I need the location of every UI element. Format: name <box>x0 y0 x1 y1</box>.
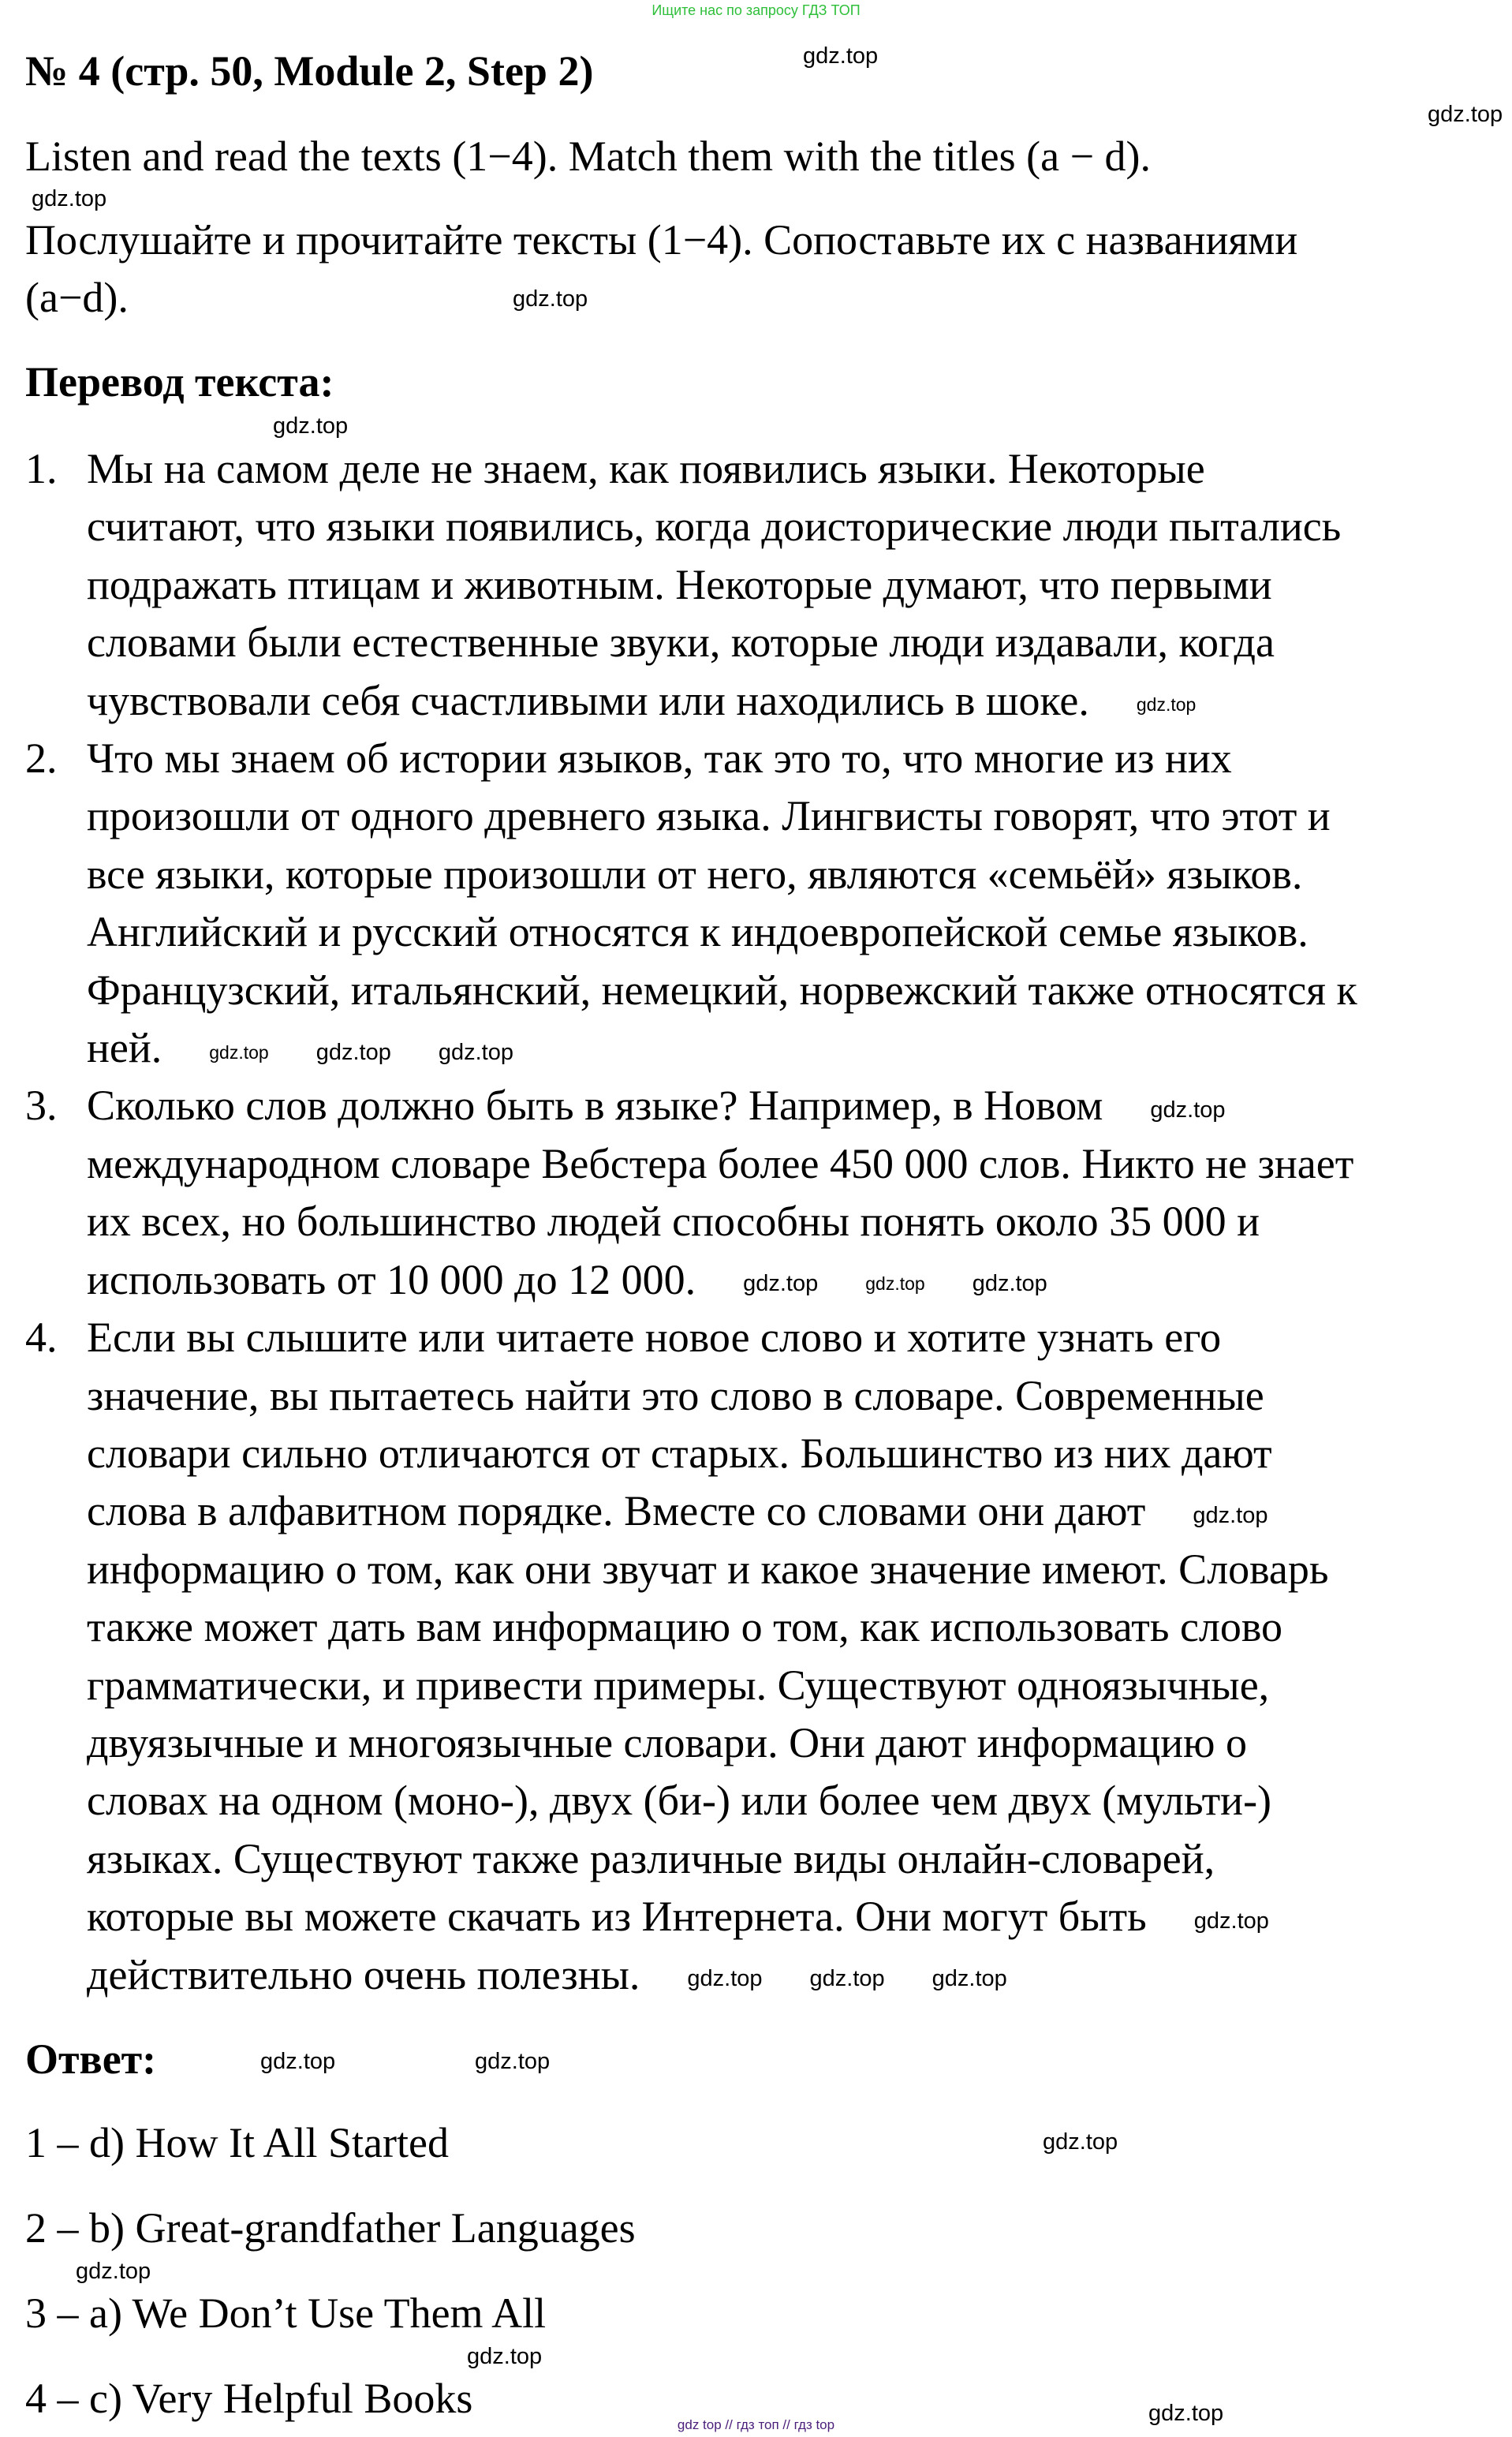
list-item-line-wrapper <box>87 1251 1357 1309</box>
list-item-line-wrapper <box>87 846 1357 903</box>
list-item-line-wrapper <box>87 498 1357 555</box>
list-item-line: Сколько слов должно быть в языке? Например, в Новом <box>87 1082 1103 1130</box>
list-item-line-wrapper <box>87 730 1357 787</box>
list-item-line: Мы на самом деле не знаем, как появились языки. Некоторые <box>87 445 1205 492</box>
watermark: gdz.top <box>803 43 879 69</box>
translation-list <box>25 440 1357 2004</box>
watermark: gdz.top <box>687 1966 763 1992</box>
list-item-line-wrapper <box>87 962 1357 1019</box>
list-item-line: их всех, но большинство людей способны понять около 35 000 и <box>87 1198 1260 1246</box>
instruction-ru-line: (a−d). <box>25 274 129 321</box>
watermark: gdz.top <box>76 2259 151 2284</box>
list-item-line: Что мы знаем об истории языков, так это то, что многие из них <box>87 734 1232 783</box>
answer-item: 4 – c) Very Helpful Books <box>25 2375 473 2422</box>
watermark: gdz.top <box>1193 1908 1269 1934</box>
watermark: gdz.top <box>743 1271 819 1297</box>
list-item-line: двуязычные и многоязычные словари. Они дают информацию о <box>87 1718 1247 1766</box>
instruction-ru <box>25 211 1297 327</box>
list-item-line-wrapper <box>87 1772 1357 1830</box>
list-item-line: Если вы слышите или читаете новое слово и хотите узнать его <box>87 1314 1222 1362</box>
list-item <box>25 1077 1357 1309</box>
watermark: gdz.top <box>1193 1502 1268 1528</box>
watermark: gdz.top <box>865 1273 925 1295</box>
list-item-line: Английский и русский относятся к индоевропейской семье языков. <box>87 908 1309 956</box>
watermark: gdz.top <box>1043 2129 1118 2155</box>
watermark: gdz.top <box>513 286 588 312</box>
list-item-line: которые вы можете скачать из Интернета. Они могут быть <box>87 1893 1147 1941</box>
list-item-line: использовать от 10 000 до 12 000. <box>87 1255 696 1303</box>
list-item-line: также может дать вам информацию о том, как использовать слово <box>87 1603 1283 1651</box>
list-item-number: 2. <box>25 734 58 783</box>
list-item <box>25 1309 1357 2004</box>
list-item-number: 4. <box>25 1314 58 1362</box>
watermark: gdz.top <box>1148 2401 1224 2426</box>
watermark: gdz.top <box>209 1041 269 1063</box>
list-item-line: грамматически, и привести примеры. Существуют одноязычные, <box>87 1661 1270 1709</box>
list-item-line-wrapper <box>87 1135 1357 1193</box>
page-title: № 4 (стр. 50, Module 2, Step 2) <box>25 47 594 95</box>
list-item-line-wrapper <box>87 440 1357 498</box>
list-item-line-wrapper <box>87 1309 1357 1366</box>
list-item-line-wrapper <box>87 787 1357 845</box>
list-item-line: действительно очень полезны. <box>87 1950 640 1998</box>
list-item <box>25 730 1357 1077</box>
list-item-line-wrapper <box>87 1714 1357 1772</box>
list-item-line: Французский, итальянский, немецкий, норвежский также относятся к <box>87 966 1357 1014</box>
watermark: gdz.top <box>1136 694 1197 716</box>
translation-heading: Перевод текста: <box>25 358 334 406</box>
list-item-line: значение, вы пытаетесь найти это слово в словаре. Современные <box>87 1371 1264 1419</box>
list-item-line: подражать птицам и животным. Некоторые думают, что первыми <box>87 560 1272 608</box>
list-item-line: языках. Существуют также различные виды онлайн-словарей, <box>87 1834 1215 1882</box>
list-item-line: считают, что языки появились, когда доисторические люди пытались <box>87 503 1342 551</box>
list-item-line-wrapper <box>87 1888 1357 1945</box>
list-item-line: информацию о том, как они звучат и какое значение имеют. Словарь <box>87 1545 1329 1593</box>
list-item-line-wrapper <box>87 1019 1357 1077</box>
list-item-line: словах на одном (моно-), двух (би-) или более чем двух (мульти-) <box>87 1777 1272 1825</box>
watermark: gdz.top <box>1150 1097 1226 1123</box>
watermark: gdz.top <box>32 186 107 211</box>
watermark: gdz.top <box>1428 102 1503 127</box>
answer-item: 3 – a) We Don’t Use Them All <box>25 2289 547 2337</box>
list-item-line: произошли от одного древнего языка. Лингвисты говорят, что этот и <box>87 792 1331 840</box>
list-item-line-wrapper <box>87 1193 1357 1250</box>
instruction-en: Listen and read the texts (1−4). Match them with the titles (a − d). <box>25 133 1152 180</box>
list-item-line: словами были естественные звуки, которые люди издавали, когда <box>87 619 1275 667</box>
list-item-line-wrapper <box>87 1657 1357 1714</box>
watermark: gdz.top <box>260 2049 336 2074</box>
watermark: gdz.top <box>273 413 349 439</box>
instruction-ru-line: Послушайте и прочитайте тексты (1−4). Сопоставьте их с названиями <box>25 216 1298 264</box>
list-item-number: 3. <box>25 1082 58 1130</box>
watermark: gdz.top <box>467 2344 543 2369</box>
list-item-line: международном словаре Вебстера более 450 000 слов. Никто не знает <box>87 1139 1354 1187</box>
list-item <box>25 440 1357 730</box>
watermark: gdz.top <box>438 1039 513 1065</box>
list-item-line-wrapper <box>87 903 1357 961</box>
list-item-line-wrapper <box>87 1598 1357 1656</box>
list-item-line: слова в алфавитном порядке. Вместе со словами они дают <box>87 1487 1146 1535</box>
list-item-line-wrapper <box>87 672 1357 730</box>
watermark: gdz.top <box>972 1271 1047 1297</box>
list-item-line-wrapper <box>87 614 1357 671</box>
list-item-line-wrapper <box>87 1830 1357 1888</box>
watermark: gdz.top <box>315 1039 391 1065</box>
list-item-line: ней. <box>87 1024 162 1072</box>
list-item-line-wrapper <box>87 1482 1357 1540</box>
list-item-line-wrapper <box>87 1077 1357 1134</box>
watermark: gdz.top <box>931 1966 1007 1992</box>
list-item-line: словари сильно отличаются от старых. Большинство из них дают <box>87 1429 1272 1477</box>
watermark: gdz.top <box>809 1966 885 1992</box>
watermark: gdz.top <box>475 2049 551 2074</box>
list-item-line: чувствовали себя счастливыми или находились в шоке. <box>87 676 1089 724</box>
list-item-line-wrapper <box>87 1541 1357 1598</box>
list-item-line-wrapper <box>87 556 1357 614</box>
list-item-number: 1. <box>25 445 58 492</box>
list-item-line-wrapper <box>87 1425 1357 1482</box>
answer-heading: Ответ: <box>25 2035 157 2083</box>
list-item-line-wrapper <box>87 1367 1357 1425</box>
footer: gdz top // гдз топ // гдз top <box>677 2417 835 2432</box>
list-item-line: все языки, которые произошли от него, являются «семьёй» языков. <box>87 850 1303 898</box>
answer-item: 2 – b) Great-grandfather Languages <box>25 2204 636 2252</box>
list-item-line-wrapper <box>87 1946 1357 2004</box>
search-banner: Ищите нас по запросу ГДЗ ТОП <box>651 2 861 18</box>
answer-item: 1 – d) How It All Started <box>25 2119 449 2166</box>
